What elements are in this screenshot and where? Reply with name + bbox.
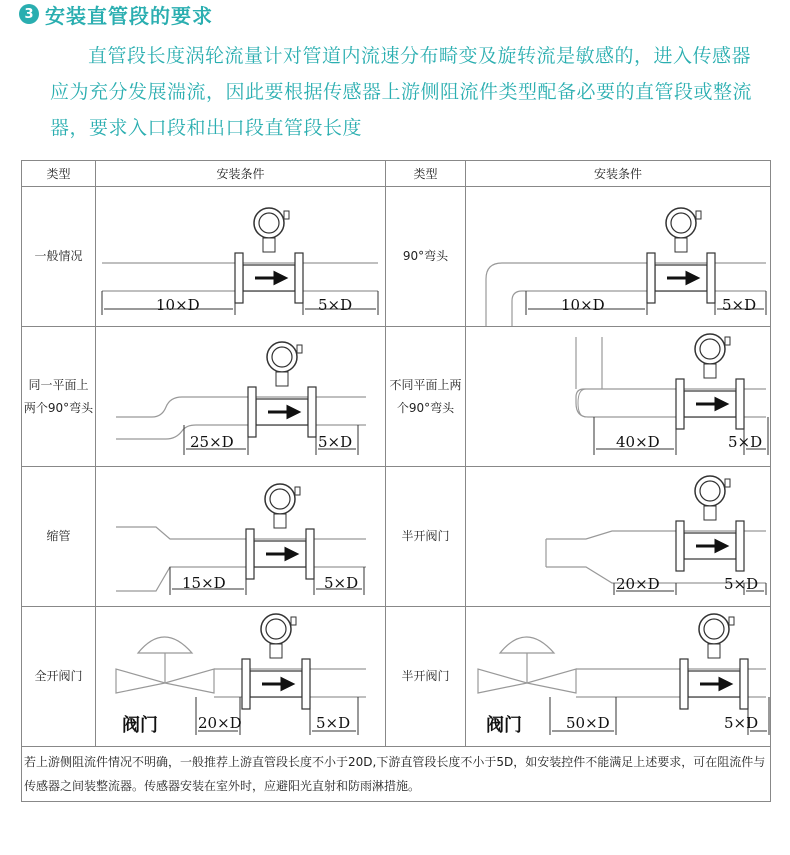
diagram-full-open-valve (96, 607, 386, 747)
diagram-two-elbows-same-plane (96, 327, 386, 467)
table-row (22, 607, 771, 747)
section-number-badge: 3 (19, 4, 39, 24)
upstream-length: 20×D (616, 575, 660, 593)
upstream-length: 15×D (182, 574, 226, 592)
upstream-length: 25×D (190, 433, 234, 451)
downstream-length: 5×D (722, 296, 757, 314)
intro-paragraph: 直管段长度涡轮流量计对管道内流速分布畸变及旋转流是敏感的，进入传感器应为充分发展湍流，因此要根据传感器上游侧阻流件类型配备必要的直管段或整流器，要求入口段和出口段直管段长度 (50, 45, 753, 139)
table-row (22, 467, 771, 607)
downstream-length: 5×D (724, 575, 759, 593)
downstream-length: 5×D (324, 574, 359, 592)
diagram-two-elbows-different-plane (466, 327, 771, 467)
type-half-open-valve: 半开阀门 (386, 607, 466, 747)
header-type: 类型 (386, 161, 466, 187)
type-full-open-valve: 全开阀门 (22, 607, 96, 747)
table-note: 若上游侧阻流件情况不明确，一般推荐上游直管段长度不小于20D,下游直管段长度不小于5D，如安装控件不能满足上述要求，可在阻流件与传感器之间装整流器。传感器安装在室外时，应避阳光直射和防雨淋措施。 (22, 747, 771, 802)
note-row (22, 747, 771, 802)
downstream-length: 5×D (724, 714, 759, 732)
install-requirements-table (21, 160, 771, 802)
diagram-half-open-valve-2 (466, 607, 771, 747)
header-condition: 安装条件 (96, 161, 386, 187)
diagram-half-open-valve (466, 467, 771, 607)
downstream-length: 5×D (318, 433, 353, 451)
downstream-length: 5×D (316, 714, 351, 732)
type-half-open-valve: 半开阀门 (386, 467, 466, 607)
table-row (22, 187, 771, 327)
upstream-length: 10×D (156, 296, 200, 314)
type-reducer: 缩管 (22, 467, 96, 607)
type-two-elbows-different-plane: 不同平面上两个90°弯头 (386, 327, 466, 467)
downstream-length: 5×D (318, 296, 353, 314)
type-general: 一般情况 (22, 187, 96, 327)
upstream-length: 10×D (561, 296, 605, 314)
header-condition: 安装条件 (466, 161, 771, 187)
table-row (22, 327, 771, 467)
type-90-elbow: 90°弯头 (386, 187, 466, 327)
downstream-length: 5×D (728, 433, 763, 451)
diagram-general (96, 187, 386, 327)
section-title: 安装直管段的要求 (45, 3, 213, 28)
table-header-row (22, 161, 771, 187)
valve-label: 阀门 (486, 715, 522, 736)
type-two-elbows-same-plane: 同一平面上两个90°弯头 (22, 327, 96, 467)
header-type: 类型 (22, 161, 96, 187)
upstream-length: 40×D (616, 433, 660, 451)
section-heading (19, 0, 213, 28)
diagram-90-elbow (466, 187, 771, 327)
diagram-reducer (96, 467, 386, 607)
upstream-length: 20×D (198, 714, 242, 732)
upstream-length: 50×D (566, 714, 610, 732)
valve-label: 阀门 (122, 715, 158, 736)
